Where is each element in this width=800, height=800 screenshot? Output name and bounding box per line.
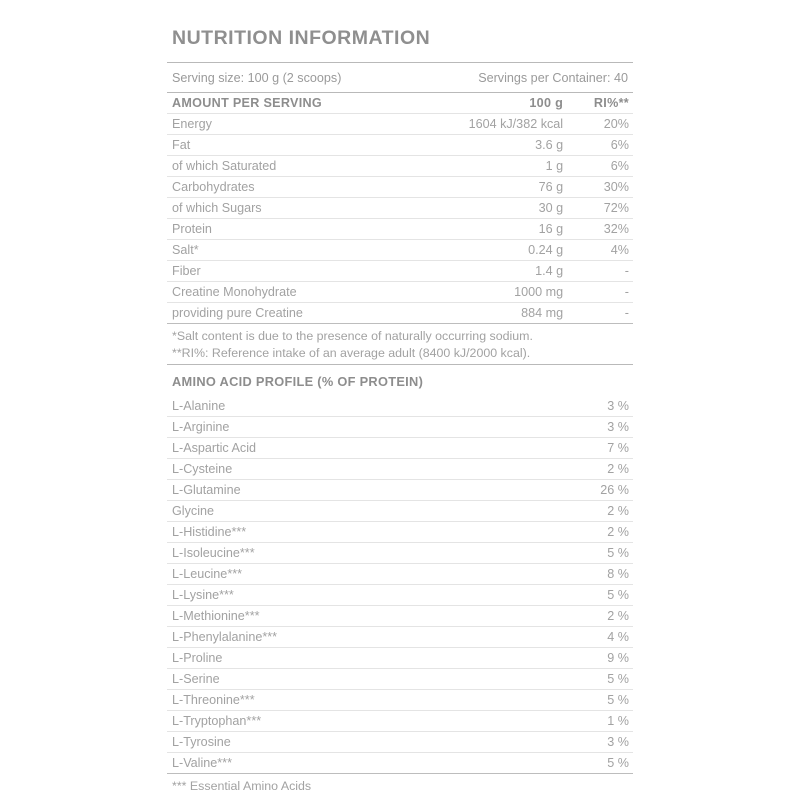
nutrient-name: providing pure Creatine <box>167 303 437 324</box>
amino-acid-value: 3 % <box>563 732 633 753</box>
amino-acid-value: 8 % <box>563 564 633 585</box>
amino-acid-value: 5 % <box>563 543 633 564</box>
nutrient-ri: 6% <box>563 135 633 156</box>
amino-acid-name: L-Valine*** <box>167 753 563 774</box>
nutrient-ri: 72% <box>563 198 633 219</box>
table-row <box>167 303 633 324</box>
table-row <box>167 282 633 303</box>
table-row <box>167 585 633 606</box>
amino-acid-name: L-Methionine*** <box>167 606 563 627</box>
amino-acid-value: 9 % <box>563 648 633 669</box>
amino-acid-name: L-Serine <box>167 669 563 690</box>
table-row <box>167 564 633 585</box>
table-row <box>167 522 633 543</box>
nutrient-name: Carbohydrates <box>167 177 437 198</box>
nutrient-name: Fiber <box>167 261 437 282</box>
nutrient-amount: 1604 kJ/382 kcal <box>437 114 563 135</box>
nutrient-name: Salt* <box>167 240 437 261</box>
table-row <box>167 417 633 438</box>
amino-acid-value: 2 % <box>563 459 633 480</box>
nutrition-table-body <box>167 93 633 324</box>
nutrient-ri: - <box>563 303 633 324</box>
column-header-name: AMOUNT PER SERVING <box>167 93 437 114</box>
amino-acid-value: 3 % <box>563 396 633 417</box>
amino-acid-value: 4 % <box>563 627 633 648</box>
table-row <box>167 501 633 522</box>
table-row <box>167 177 633 198</box>
nutrition-footnotes <box>167 324 633 364</box>
table-row <box>167 480 633 501</box>
column-header-ri: RI%** <box>563 93 633 114</box>
table-row <box>167 396 633 417</box>
table-row <box>167 648 633 669</box>
amino-acid-name: L-Isoleucine*** <box>167 543 563 564</box>
table-row <box>167 669 633 690</box>
amino-acid-value: 1 % <box>563 711 633 732</box>
nutrient-ri: 20% <box>563 114 633 135</box>
nutrient-ri: 30% <box>563 177 633 198</box>
amino-acid-name: L-Histidine*** <box>167 522 563 543</box>
table-row <box>167 198 633 219</box>
nutrient-amount: 1000 mg <box>437 282 563 303</box>
nutrient-amount: 1.4 g <box>437 261 563 282</box>
table-row <box>167 438 633 459</box>
table-row <box>167 114 633 135</box>
nutrient-amount: 16 g <box>437 219 563 240</box>
table-row <box>167 459 633 480</box>
nutrient-ri: 6% <box>563 156 633 177</box>
table-row <box>167 732 633 753</box>
nutrient-name: Energy <box>167 114 437 135</box>
table-row <box>167 219 633 240</box>
table-row <box>167 543 633 564</box>
amino-acid-value: 5 % <box>563 585 633 606</box>
essential-amino-acids-note: *** Essential Amino Acids <box>172 779 312 794</box>
nutrient-amount: 30 g <box>437 198 563 219</box>
amino-acid-name: L-Phenylalanine*** <box>167 627 563 648</box>
amino-acid-name: L-Tyrosine <box>167 732 563 753</box>
nutrient-amount: 76 g <box>437 177 563 198</box>
amino-acid-name: L-Proline <box>167 648 563 669</box>
table-row <box>167 156 633 177</box>
amino-acid-value: 5 % <box>563 753 633 774</box>
amino-acid-section-heading: AMINO ACID PROFILE (% OF PROTEIN) <box>172 374 424 390</box>
nutrition-table-header-row <box>167 93 633 114</box>
table-row <box>167 606 633 627</box>
amino-acid-value: 2 % <box>563 522 633 543</box>
nutrient-amount: 3.6 g <box>437 135 563 156</box>
amino-acid-name: L-Leucine*** <box>167 564 563 585</box>
table-row <box>167 753 633 774</box>
amino-acid-name: L-Threonine*** <box>167 690 563 711</box>
table-row <box>167 135 633 156</box>
amino-acid-name: L-Tryptophan*** <box>167 711 563 732</box>
amino-acid-value: 3 % <box>563 417 633 438</box>
table-row <box>167 690 633 711</box>
nutrient-ri: 4% <box>563 240 633 261</box>
servings-per-container-label: Servings per Container: 40 <box>478 70 628 85</box>
nutrition-table <box>167 93 633 324</box>
nutrient-ri: - <box>563 282 633 303</box>
amino-acid-name: L-Arginine <box>167 417 563 438</box>
nutrient-name: Creatine Monohydrate <box>167 282 437 303</box>
amino-acid-name: L-Glutamine <box>167 480 563 501</box>
amino-acid-table <box>167 396 633 774</box>
amino-acid-value: 2 % <box>563 606 633 627</box>
nutrient-ri: 32% <box>563 219 633 240</box>
amino-acid-name: L-Alanine <box>167 396 563 417</box>
column-header-amount: 100 g <box>437 93 563 114</box>
serving-size-label: Serving size: 100 g (2 scoops) <box>172 70 342 85</box>
serving-info-row <box>167 63 633 92</box>
footnote-salt: *Salt content is due to the presence of naturally occurring sodium. <box>172 329 533 344</box>
amino-acid-value: 5 % <box>563 690 633 711</box>
nutrient-name: of which Sugars <box>167 198 437 219</box>
nutrient-ri: - <box>563 261 633 282</box>
footnote-ri: **RI%: Reference intake of an average adult (8400 kJ/2000 kcal). <box>172 345 531 360</box>
nutrient-amount: 884 mg <box>437 303 563 324</box>
amino-acid-value: 2 % <box>563 501 633 522</box>
amino-acid-table-body <box>167 396 633 774</box>
nutrient-amount: 0.24 g <box>437 240 563 261</box>
nutrition-panel <box>167 0 633 793</box>
table-row <box>167 627 633 648</box>
nutrient-name: Fat <box>167 135 437 156</box>
table-row <box>167 240 633 261</box>
amino-acid-name: L-Cysteine <box>167 459 563 480</box>
nutrient-name: Protein <box>167 219 437 240</box>
amino-acid-name: Glycine <box>167 501 563 522</box>
amino-acid-value: 7 % <box>563 438 633 459</box>
nutrient-name: of which Saturated <box>167 156 437 177</box>
table-row <box>167 711 633 732</box>
table-row <box>167 261 633 282</box>
amino-acid-name: L-Aspartic Acid <box>167 438 563 459</box>
nutrient-amount: 1 g <box>437 156 563 177</box>
page-title: NUTRITION INFORMATION <box>172 27 431 49</box>
amino-acid-name: L-Lysine*** <box>167 585 563 606</box>
amino-acid-value: 26 % <box>563 480 633 501</box>
amino-acid-value: 5 % <box>563 669 633 690</box>
